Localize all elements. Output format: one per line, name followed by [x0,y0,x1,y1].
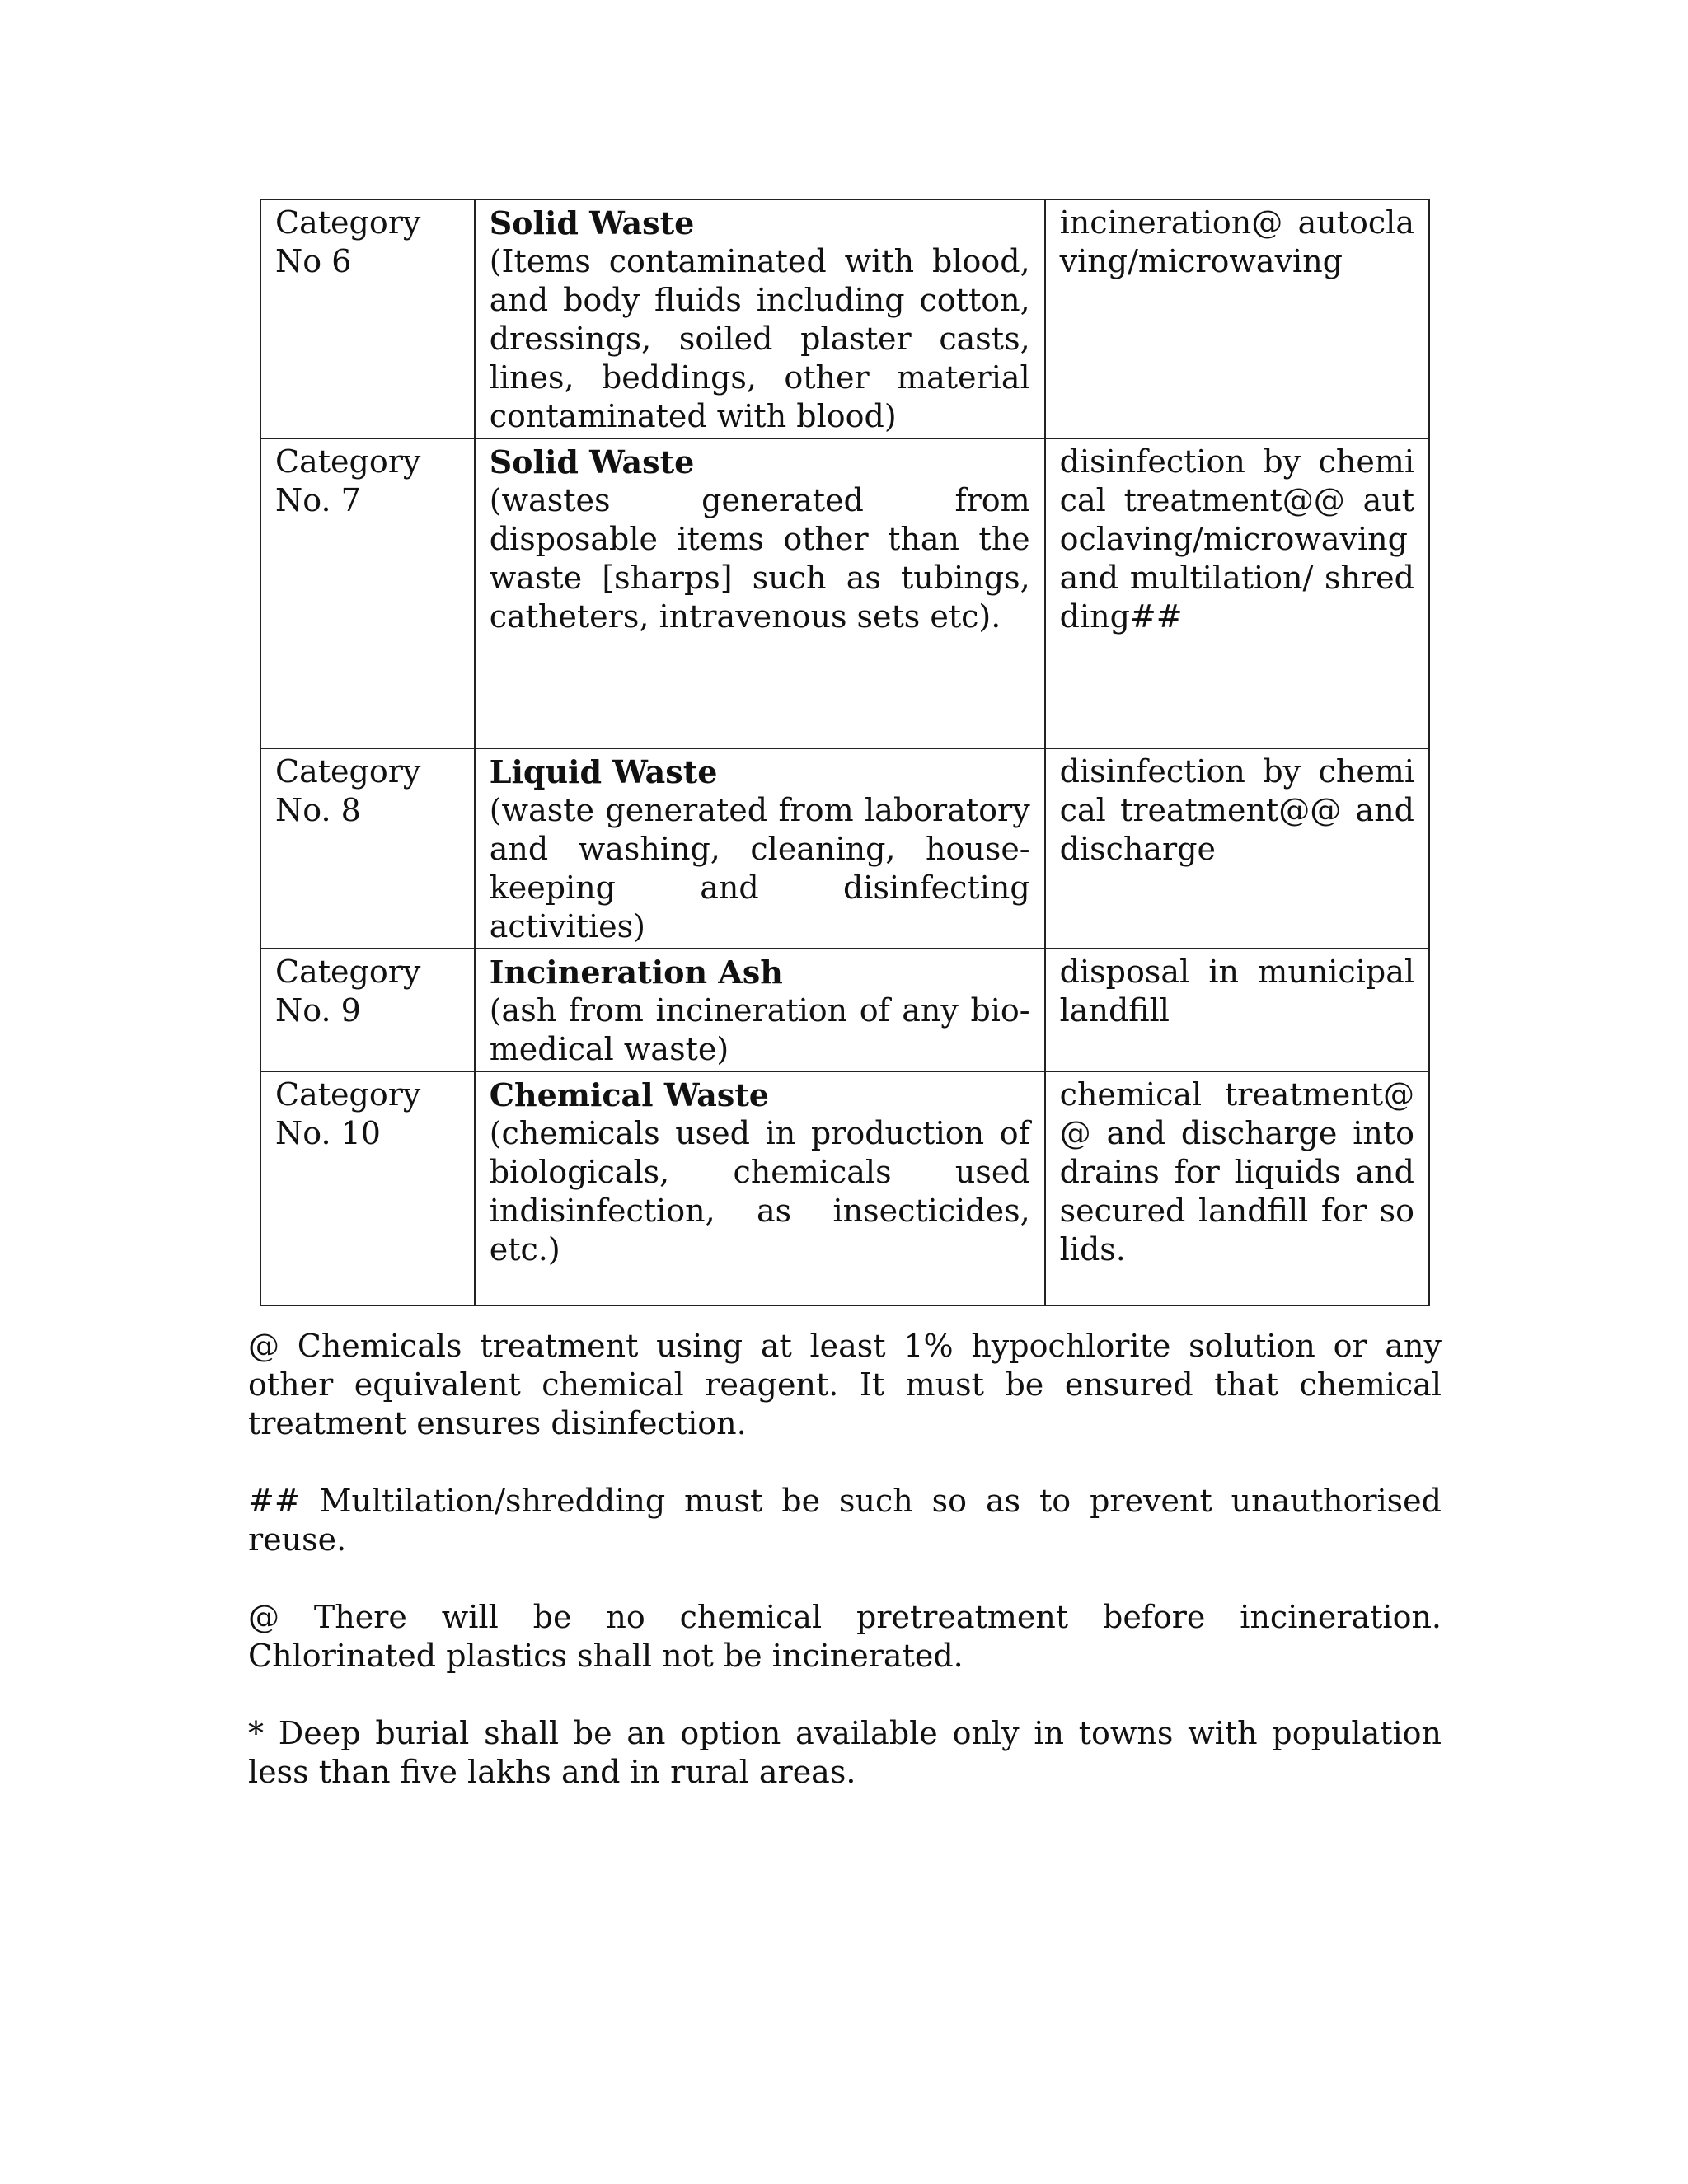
treatment-text: disposal in municipal landfill [1059,954,1414,1029]
waste-type-heading: Solid Waste [489,204,695,241]
treatment-cell [1045,438,1429,748]
category-cell [260,1071,475,1305]
waste-description: (chemicals used in production of biologicals, chemicals used indisinfection, as insecticides, etc.) [489,1115,1030,1268]
category-label: Category [275,753,421,790]
waste-treatment-table [260,199,1430,1306]
waste-description-cell [475,949,1045,1071]
waste-description-cell [475,1071,1045,1305]
category-cell [260,199,475,438]
waste-description-cell [475,199,1045,438]
category-number: No. 10 [275,1115,381,1151]
footnote-deep-burial: * Deep burial shall be an option available only in towns with population less than five lakhs and in rural areas. [248,1715,1442,1790]
category-number: No. 8 [275,792,361,828]
footnote-chemical-treatment: @ Chemicals treatment using at least 1% hypochlorite solution or any other equivalent chemical reagent. It must be ensured that chemical treatment ensures disinfection. [248,1328,1442,1441]
waste-description: (waste generated from laboratory and washing, cleaning, house-keeping and disinfecting activities) [489,792,1030,944]
category-label: Category [275,204,421,241]
waste-type-heading: Incineration Ash [489,954,783,991]
category-cell [260,949,475,1071]
waste-type-heading: Solid Waste [489,443,695,480]
waste-description-cell [475,438,1045,748]
treatment-text: incineration@ autoclaving/microwaving [1059,204,1414,279]
treatment-cell [1045,1071,1429,1305]
table-row [260,199,1429,438]
waste-description-cell [475,748,1045,949]
treatment-text: chemical treatment@@ and discharge into drains for liquids and secured landfill for solids. [1059,1076,1414,1268]
category-label: Category [275,1076,421,1113]
category-cell [260,438,475,748]
waste-description: (ash from incineration of any bio-medical waste) [489,992,1030,1067]
category-label: Category [275,954,421,990]
table-row [260,949,1429,1071]
category-cell [260,748,475,949]
category-label: Category [275,443,421,480]
waste-type-heading: Chemical Waste [489,1076,769,1113]
category-number: No 6 [275,243,352,279]
footnotes [248,1327,1442,1830]
category-number: No. 7 [275,482,361,518]
table-row [260,1071,1429,1305]
treatment-text: disinfection by chemical treatment@@ autoclaving/microwaving and multilation/ shredding## [1059,443,1414,635]
waste-description: (wastes generated from disposable items other than the waste [sharps] such as tubings, catheters, intravenous sets etc). [489,482,1030,635]
treatment-cell [1045,748,1429,949]
table-row [260,438,1429,748]
treatment-cell [1045,949,1429,1071]
category-number: No. 9 [275,992,361,1029]
waste-type-heading: Liquid Waste [489,753,718,790]
waste-description: (Items contaminated with blood, and body fluids including cotton, dressings, soiled plaster casts, lines, beddings, other material contaminated with blood) [489,243,1030,434]
table-row [260,748,1429,949]
footnote-incineration: @ There will be no chemical pretreatment before incineration. Chlorinated plastics shall not be incinerated. [248,1599,1442,1674]
treatment-cell [1045,199,1429,438]
footnote-shredding: ## Multilation/shredding must be such so as to prevent unauthorised reuse. [248,1483,1442,1558]
treatment-text: disinfection by chemical treatment@@ and discharge [1059,753,1414,867]
